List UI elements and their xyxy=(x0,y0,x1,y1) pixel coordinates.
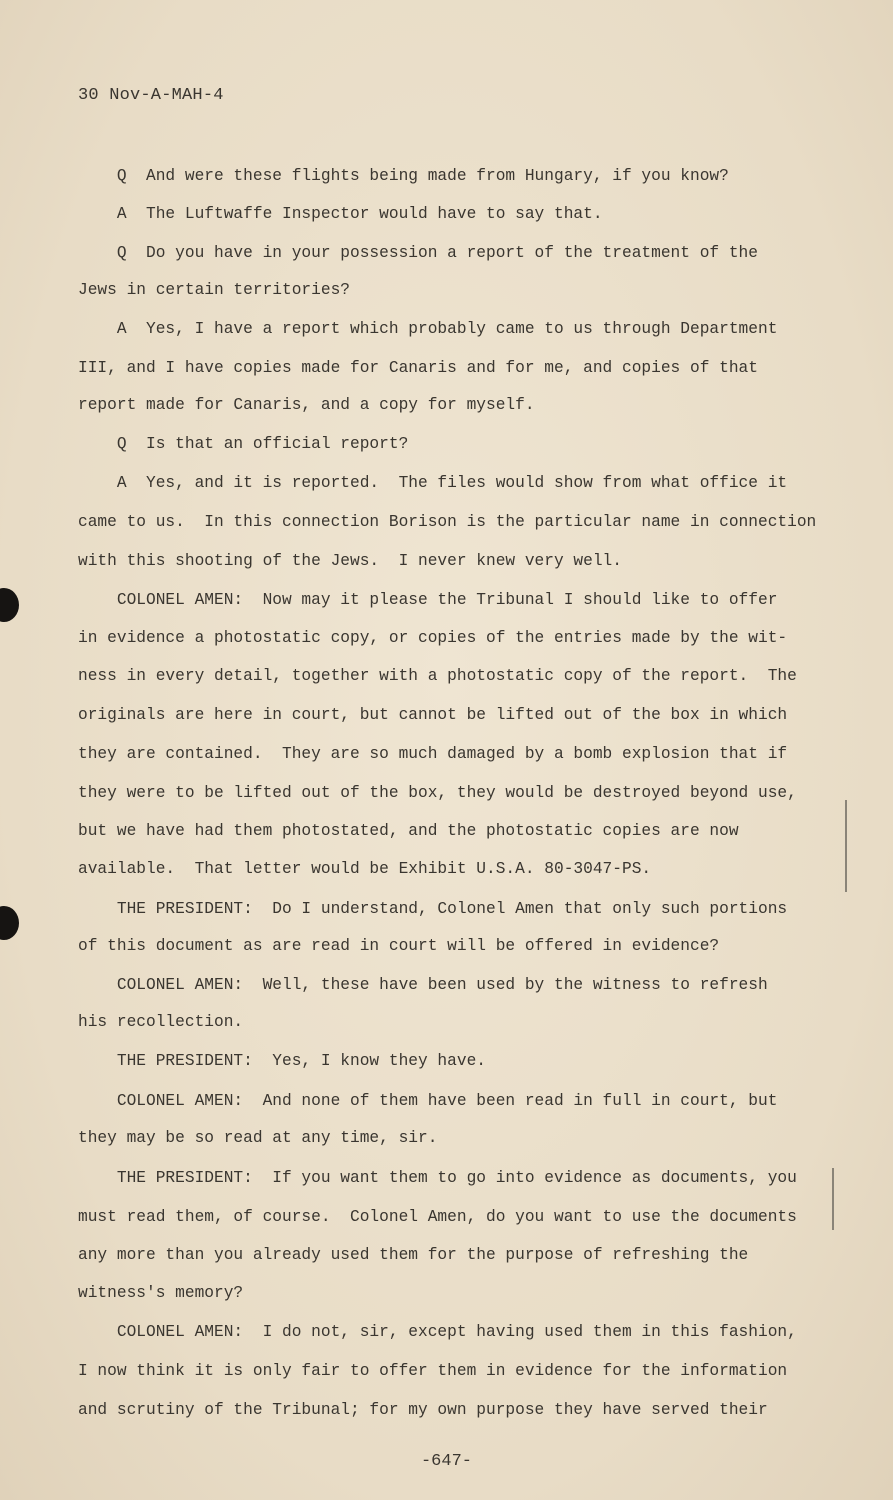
text-line: originals are here in court, but cannot be lifted out of the box in which xyxy=(78,706,788,724)
page-header: 30 Nov-A-MAH-4 xyxy=(78,86,224,105)
page-number: -647- xyxy=(420,1452,472,1471)
text-line: Q And were these flights being made from Hungary, if you know? xyxy=(78,167,729,185)
text-line: Q Do you have in your possession a report of the treatment of the xyxy=(78,244,758,262)
text-line: witness's memory? xyxy=(78,1284,244,1302)
text-line: COLONEL AMEN: I do not, sir, except having used them in this fashion, xyxy=(78,1323,797,1341)
text-line: III, and I have copies made for Canaris and for me, and copies of that xyxy=(78,359,758,377)
text-line: but we have had them photostated, and the photostatic copies are now xyxy=(78,822,739,840)
text-line: and scrutiny of the Tribunal; for my own purpose they have served their xyxy=(78,1401,768,1419)
text-line: Jews in certain territories? xyxy=(78,281,350,299)
text-line: THE PRESIDENT: If you want them to go into evidence as documents, you xyxy=(78,1169,797,1187)
text-line: available. That letter would be Exhibit U.S.A. 80-3047-PS. xyxy=(78,860,652,878)
text-line: I now think it is only fair to offer them in evidence for the information xyxy=(78,1362,788,1380)
text-line: they were to be lifted out of the box, they would be destroyed beyond use, xyxy=(78,784,797,802)
text-line: must read them, of course. Colonel Amen, do you want to use the documents xyxy=(78,1208,797,1226)
text-line: came to us. In this connection Borison is the particular name in connection xyxy=(78,513,817,531)
binder-hole xyxy=(0,588,19,622)
text-line: THE PRESIDENT: Do I understand, Colonel Amen that only such portions xyxy=(78,900,788,918)
text-line: they are contained. They are so much damaged by a bomb explosion that if xyxy=(78,745,788,763)
text-line: his recollection. xyxy=(78,1013,244,1031)
text-line: COLONEL AMEN: And none of them have been read in full in court, but xyxy=(78,1092,778,1110)
text-line: of this document as are read in court will be offered in evidence? xyxy=(78,937,720,955)
text-line: A Yes, I have a report which probably came to us through Department xyxy=(78,320,778,338)
text-line: any more than you already used them for the purpose of refreshing the xyxy=(78,1246,749,1264)
text-line: A Yes, and it is reported. The files would show from what office it xyxy=(78,474,788,492)
text-line: they may be so read at any time, sir. xyxy=(78,1129,438,1147)
text-line: COLONEL AMEN: Well, these have been used by the witness to refresh xyxy=(78,976,768,994)
text-line: A The Luftwaffe Inspector would have to say that. xyxy=(78,205,603,223)
binder-hole xyxy=(0,906,19,940)
text-line: Q Is that an official report? xyxy=(78,435,409,453)
margin-mark xyxy=(832,1168,834,1230)
text-line: THE PRESIDENT: Yes, I know they have. xyxy=(78,1052,486,1070)
text-line: in evidence a photostatic copy, or copies of the entries made by the wit- xyxy=(78,629,788,647)
margin-mark xyxy=(845,800,847,892)
text-line: report made for Canaris, and a copy for myself. xyxy=(78,396,535,414)
text-line: COLONEL AMEN: Now may it please the Tribunal I should like to offer xyxy=(78,591,778,609)
text-line: ness in every detail, together with a photostatic copy of the report. The xyxy=(78,667,797,685)
text-line: with this shooting of the Jews. I never knew very well. xyxy=(78,552,622,570)
